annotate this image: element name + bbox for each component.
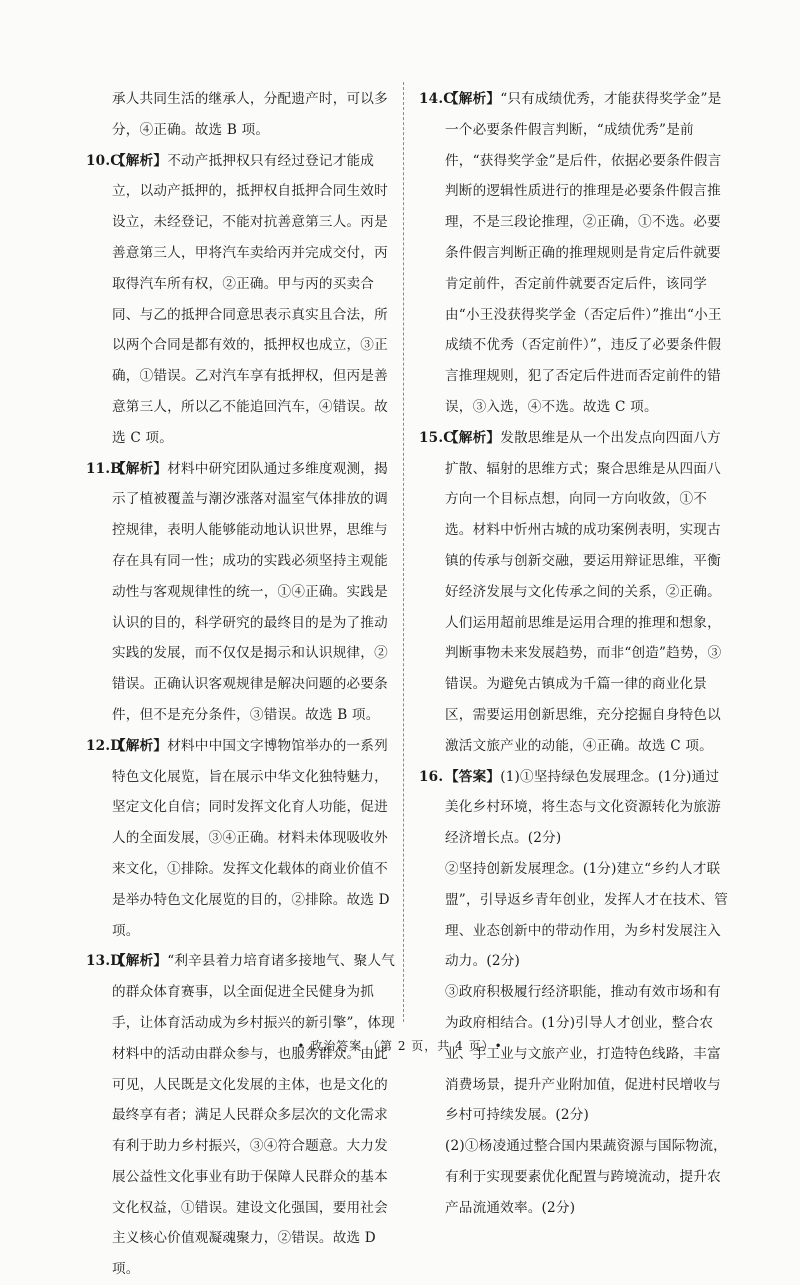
item-text: 发散思维是从一个出发点向四面八方扩散、辐射的思维方式；聚合思维是从四面八方向一个目标点想，向同一方向收敛，①不选。材料中忻州古城的成功案例表明，实现古镇的传承与创新交融，要运用辩证思维，平衡好经济发展与文化传承之间的关系，②正确。人们运用超前思维是运用合理的推理和想象，判断事物未来发展趋势，而非“创造”趋势，③错误。为避免古镇成为千篇一律的商业化景区，需要运用创新思维，充分挖掘自身特色以激活文旅产业的动能，④正确。故选 C 项。 — [445, 429, 722, 754]
continuation-paragraph — [86, 84, 398, 146]
item-text: 材料中研究团队通过多维度观测，揭示了植被覆盖与潮汐涨落对温室气体排放的调控规律，表明人能够能动地认识世界，思维与存在具有同一性；成功的实践必须坚持主观能动性与客观规律性的统一，①④正确。实践是认识的目的，科学研究的最终目的是为了推动实践的发展，而不仅仅是揭示和认识规律，②错误。正确认识客观规律是解决问题的必要条件，但不是充分条件，③错误。故选 B 项。 — [112, 460, 388, 723]
item-number: 16. — [419, 768, 444, 785]
page-footer: • 政治答案 （第 2 页，共 4 页）• — [297, 1039, 503, 1053]
item-number: 15.C — [419, 429, 455, 446]
answer-item-14 — [419, 84, 731, 423]
answer-paragraph — [419, 1131, 731, 1223]
item-number: 11.B — [86, 460, 122, 477]
column-divider — [403, 82, 404, 1022]
continuation-text: 承人共同生活的继承人，分配遗产时，可以多分，④正确。故选 B 项。 — [112, 91, 388, 138]
answer-item-13 — [86, 946, 398, 1285]
answer-item-16 — [419, 762, 731, 854]
item-number: 14.C — [419, 91, 455, 107]
answer-item-10 — [86, 146, 398, 454]
item-text: 不动产抵押权只有经过登记才能成立，以动产抵押的，抵押权自抵押合同生效时设立，未经登记，不能对抗善意第三人。丙是善意第三人，甲将汽车卖给丙并完成交付，丙取得汽车所有权，②正确。甲与丙的买卖合同、与乙的抵押合同意思表示真实且合法，所以两个合同是都有效的，抵押权也成立，③正确，①错误。乙对汽车享有抵押权，但丙是善意第三人，所以乙不能追回汽车，④错误。故选 C 项。 — [112, 152, 388, 446]
item-text: 材料中中国文字博物馆举办的一系列特色文化展览，旨在展示中华文化独特魅力，坚定文化自信；同时发挥文化育人功能，促进人的全面发展，③④正确。材料未体现吸收外来文化，①排除。发挥文化载体的商业价值不是举办特色文化展览的目的，②排除。故选 D 项。 — [112, 737, 390, 939]
analysis-tag: 【解析】 — [112, 953, 168, 970]
analysis-tag: 【解析】 — [112, 737, 168, 754]
answer-tag: 【答案】 — [445, 768, 501, 785]
analysis-tag: 【解析】 — [445, 429, 501, 446]
answer-item-11 — [86, 454, 398, 731]
analysis-tag: 【解析】 — [445, 91, 501, 107]
item-number: 13.D — [86, 953, 123, 970]
analysis-tag: 【解析】 — [112, 152, 168, 169]
paragraph-text: ③政府积极履行经济职能，推动有效市场和有为政府相结合。(1分)引导人才创业，整合农业、手工业与文旅产业，打造特色线路，丰富消费场景，提升产业附加值，促进村民增收与乡村可持续发展。(2分) — [445, 984, 721, 1124]
answer-paragraph — [419, 977, 731, 1131]
answer-paragraph — [419, 854, 731, 977]
answer-item-15 — [419, 423, 731, 762]
item-text: “利辛县着力培育诸多接地气、聚人气的群众体育赛事，以全面促进全民健身为抓手，让体育活动成为乡村振兴的新引擎”，体现材料中的活动由群众参与，也服务群众。由此可见，人民既是文化发展的主体，也是文化的最终享有者；满足人民群众多层次的文化需求有利于助力乡村振兴，③④符合题意。大力发展公益性文化事业有助于保障人民群众的基本文化权益，①错误。建设文化强国，要用社会主义核心价值观凝魂聚力，②错误。故选 D 项。 — [112, 953, 396, 1278]
item-number: 12.D — [86, 737, 123, 754]
left-column — [86, 84, 398, 1285]
paragraph-text: ②坚持创新发展理念。(1分)建立“乡约人才联盟”，引导返乡青年创业，发挥人才在技术、管理、业态创新中的带动作用，为乡村发展注入动力。(2分) — [445, 860, 729, 970]
item-text: (1)①坚持绿色发展理念。(1分)通过美化乡村环境，将生态与文化资源转化为旅游经济增长点。(2分) — [445, 768, 721, 847]
item-text: “只有成绩优秀，才能获得奖学金”是一个必要条件假言判断，“成绩优秀”是前件，“获得奖学金”是后件，依据必要条件假言判断的逻辑性质进行的推理是必要条件假言推理，不是三段论推理，②正确，①不选。必要条件假言判断正确的推理规则是肯定后件就要肯定前件，否定前件就要否定后件，该同学由“小王没获得奖学金（否定后件）”推出“小王成绩不优秀（否定前件）”，违反了必要条件假言推理规则，犯了否定后件进而否定前件的错误，③入选，④不选。故选 C 项。 — [445, 91, 722, 415]
item-number: 10.C — [86, 152, 122, 169]
answer-item-12 — [86, 731, 398, 947]
paragraph-text: (2)①杨凌通过整合国内果蔬资源与国际物流，有利于实现要素优化配置与跨境流动，提升农产品流通效率。(2分) — [445, 1138, 727, 1216]
analysis-tag: 【解析】 — [112, 460, 168, 477]
